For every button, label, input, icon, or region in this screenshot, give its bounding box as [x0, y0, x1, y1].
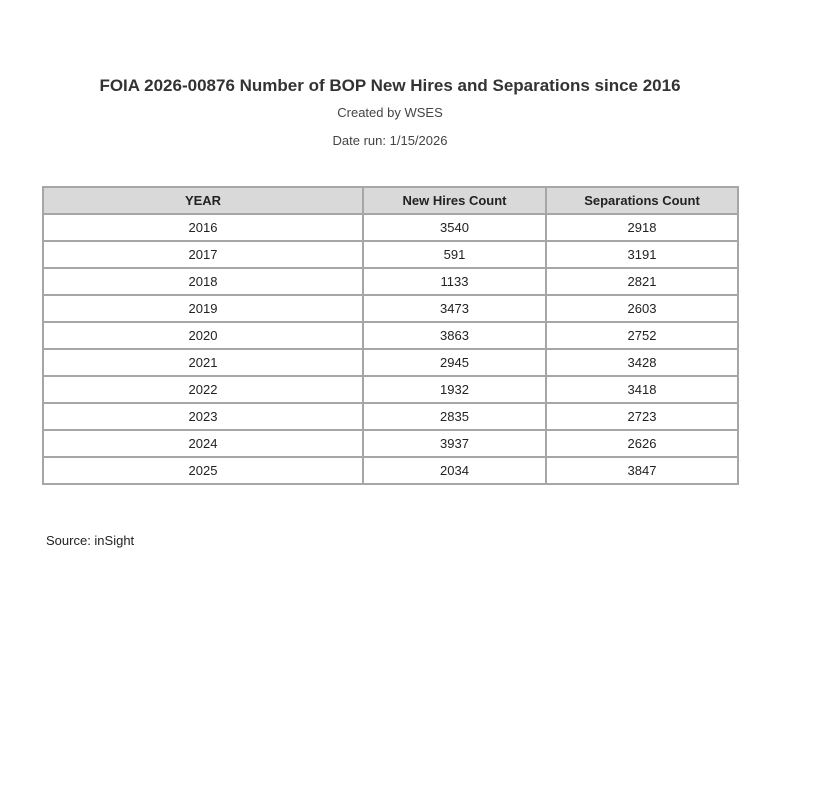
year-cell: 2021	[43, 349, 363, 376]
new-hires-cell: 2835	[363, 403, 546, 430]
year-cell: 2022	[43, 376, 363, 403]
table-header-row	[43, 187, 738, 214]
table-row	[43, 457, 738, 484]
new-hires-cell: 2945	[363, 349, 546, 376]
table-row	[43, 349, 738, 376]
table-row	[43, 268, 738, 295]
separations-cell: 2626	[546, 430, 738, 457]
table-row	[43, 430, 738, 457]
created-by-text: Created by WSES	[337, 105, 443, 120]
year-cell: 2023	[43, 403, 363, 430]
separations-cell: 2723	[546, 403, 738, 430]
new-hires-cell: 3937	[363, 430, 546, 457]
header-new-hires-count: New Hires Count	[363, 187, 546, 214]
new-hires-cell: 1133	[363, 268, 546, 295]
year-cell: 2019	[43, 295, 363, 322]
separations-cell: 2918	[546, 214, 738, 241]
date-run-text: Date run: 1/15/2026	[332, 133, 448, 148]
new-hires-cell: 1932	[363, 376, 546, 403]
source-note: Source: inSight	[46, 533, 135, 548]
table-row	[43, 376, 738, 403]
header-separations-count: Separations Count	[546, 187, 738, 214]
separations-cell: 3428	[546, 349, 738, 376]
table-row	[43, 295, 738, 322]
separations-cell: 2821	[546, 268, 738, 295]
year-cell: 2018	[43, 268, 363, 295]
table-row	[43, 241, 738, 268]
year-cell: 2017	[43, 241, 363, 268]
separations-cell: 2603	[546, 295, 738, 322]
year-cell: 2016	[43, 214, 363, 241]
new-hires-cell: 591	[363, 241, 546, 268]
header-year: YEAR	[43, 187, 363, 214]
separations-cell: 3418	[546, 376, 738, 403]
document-title: FOIA 2026-00876 Number of BOP New Hires and Separations since 2016	[99, 76, 681, 95]
year-cell: 2024	[43, 430, 363, 457]
separations-cell: 3191	[546, 241, 738, 268]
table-row	[43, 403, 738, 430]
table-row	[43, 214, 738, 241]
separations-cell: 3847	[546, 457, 738, 484]
year-cell: 2025	[43, 457, 363, 484]
table-row	[43, 322, 738, 349]
new-hires-cell: 3540	[363, 214, 546, 241]
hires-separations-table	[42, 186, 739, 485]
new-hires-cell: 2034	[363, 457, 546, 484]
year-cell: 2020	[43, 322, 363, 349]
separations-cell: 2752	[546, 322, 738, 349]
new-hires-cell: 3863	[363, 322, 546, 349]
new-hires-cell: 3473	[363, 295, 546, 322]
